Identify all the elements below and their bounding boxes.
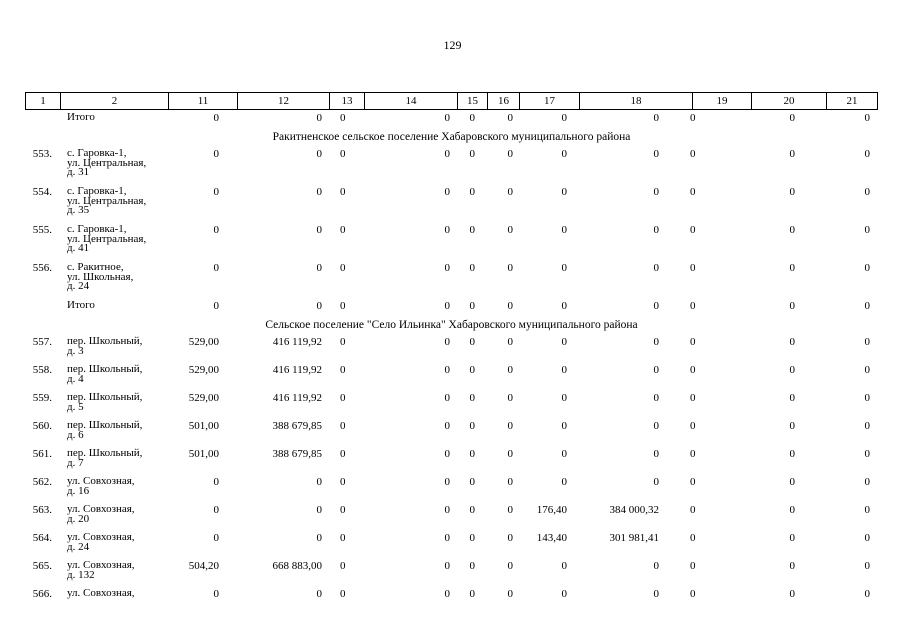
value-cell-col-21: 0 — [864, 420, 870, 432]
column-divider — [237, 93, 238, 109]
value-cell-col-19: 0 — [690, 186, 696, 198]
value-cell-col-15: 0 — [469, 476, 475, 488]
address-cell: пер. Школьный, д. 7 — [67, 447, 143, 469]
value-cell-col-20: 0 — [789, 364, 795, 376]
value-cell-col-12: 0 — [316, 300, 322, 312]
value-cell-col-17: 0 — [561, 560, 567, 572]
value-cell-col-19: 0 — [690, 476, 696, 488]
value-cell-col-16: 0 — [507, 186, 513, 198]
value-cell-col-18: 0 — [653, 300, 659, 312]
row-number: 559. — [32, 392, 52, 404]
header-cell-col-13: 13 — [341, 95, 353, 107]
address-cell: ул. Совхозная, д. 132 — [67, 559, 135, 581]
header-cell-col-2: 2 — [111, 95, 118, 107]
value-cell-col-17: 0 — [561, 186, 567, 198]
value-cell-col-17: 0 — [561, 392, 567, 404]
value-cell-col-15: 0 — [469, 448, 475, 460]
row-number: 563. — [32, 504, 52, 516]
value-cell-col-11: 529,00 — [188, 364, 219, 376]
value-cell-col-14: 0 — [444, 532, 450, 544]
row-number: 555. — [32, 224, 52, 236]
value-cell-col-12: 388 679,85 — [272, 448, 322, 460]
value-cell-col-12: 0 — [316, 504, 322, 516]
value-cell-col-18: 0 — [653, 476, 659, 488]
page-number: 129 — [443, 38, 462, 52]
value-cell-col-18: 301 981,41 — [609, 532, 659, 544]
value-cell-col-18: 0 — [653, 262, 659, 274]
value-cell-col-12: 416 119,92 — [272, 336, 322, 348]
value-cell-col-16: 0 — [507, 300, 513, 312]
value-cell-col-18: 0 — [653, 392, 659, 404]
value-cell-col-12: 0 — [316, 112, 322, 124]
address-cell: пер. Школьный, д. 4 — [67, 363, 143, 385]
value-cell-col-19: 0 — [690, 532, 696, 544]
value-cell-col-11: 529,00 — [188, 336, 219, 348]
table-row — [25, 502, 878, 530]
value-cell-col-20: 0 — [789, 588, 795, 600]
value-cell-col-16: 0 — [507, 392, 513, 404]
value-cell-col-11: 529,00 — [188, 392, 219, 404]
value-cell-col-13: 0 — [340, 588, 346, 600]
address-cell: ул. Совхозная, д. 24 — [67, 531, 135, 553]
value-cell-col-16: 0 — [507, 420, 513, 432]
value-cell-col-20: 0 — [789, 148, 795, 160]
value-cell-col-20: 0 — [789, 504, 795, 516]
value-cell-col-12: 0 — [316, 148, 322, 160]
value-cell-col-12: 0 — [316, 186, 322, 198]
column-divider — [751, 93, 752, 109]
section-title: Сельское поселение "Село Ильинка" Хабаровского муниципального района — [265, 319, 638, 331]
address-cell: пер. Школьный, д. 5 — [67, 391, 143, 413]
value-cell-col-18: 0 — [653, 448, 659, 460]
value-cell-col-21: 0 — [864, 588, 870, 600]
column-divider — [579, 93, 580, 109]
value-cell-col-13: 0 — [340, 448, 346, 460]
value-cell-col-15: 0 — [469, 364, 475, 376]
row-number: 560. — [32, 420, 52, 432]
table-row — [25, 184, 878, 222]
table-row — [25, 558, 878, 586]
value-cell-col-18: 0 — [653, 112, 659, 124]
value-cell-col-21: 0 — [864, 448, 870, 460]
value-cell-col-16: 0 — [507, 476, 513, 488]
column-divider — [329, 93, 330, 109]
table-body — [25, 110, 878, 614]
column-divider — [364, 93, 365, 109]
address-cell: с. Гаровка-1, ул. Центральная, д. 41 — [67, 223, 147, 254]
value-cell-col-12: 388 679,85 — [272, 420, 322, 432]
value-cell-col-16: 0 — [507, 504, 513, 516]
value-cell-col-19: 0 — [690, 336, 696, 348]
header-cell-col-11: 11 — [197, 95, 209, 107]
table-row — [25, 146, 878, 184]
value-cell-col-11: 504,20 — [188, 560, 219, 572]
value-cell-col-14: 0 — [444, 186, 450, 198]
value-cell-col-13: 0 — [340, 532, 346, 544]
value-cell-col-18: 0 — [653, 336, 659, 348]
total-row — [25, 298, 878, 316]
value-cell-col-12: 416 119,92 — [272, 392, 322, 404]
row-number: 558. — [32, 364, 52, 376]
header-cell-col-18: 18 — [630, 95, 642, 107]
value-cell-col-16: 0 — [507, 112, 513, 124]
value-cell-col-13: 0 — [340, 262, 346, 274]
value-cell-col-13: 0 — [340, 336, 346, 348]
row-number: 554. — [32, 186, 52, 198]
value-cell-col-19: 0 — [690, 448, 696, 460]
value-cell-col-16: 0 — [507, 532, 513, 544]
table-row — [25, 586, 878, 614]
value-cell-col-15: 0 — [469, 588, 475, 600]
value-cell-col-19: 0 — [690, 112, 696, 124]
value-cell-col-14: 0 — [444, 148, 450, 160]
value-cell-col-19: 0 — [690, 392, 696, 404]
value-cell-col-12: 0 — [316, 532, 322, 544]
address-cell: пер. Школьный, д. 6 — [67, 419, 143, 441]
value-cell-col-16: 0 — [507, 224, 513, 236]
value-cell-col-12: 0 — [316, 588, 322, 600]
address-cell: ул. Совхозная, — [67, 587, 135, 599]
value-cell-col-19: 0 — [690, 148, 696, 160]
value-cell-col-17: 0 — [561, 420, 567, 432]
value-cell-col-11: 0 — [213, 588, 219, 600]
value-cell-col-13: 0 — [340, 224, 346, 236]
value-cell-col-20: 0 — [789, 420, 795, 432]
table-row — [25, 222, 878, 260]
address-cell: пер. Школьный, д. 3 — [67, 335, 143, 357]
value-cell-col-15: 0 — [469, 336, 475, 348]
column-divider — [692, 93, 693, 109]
value-cell-col-12: 0 — [316, 224, 322, 236]
value-cell-col-18: 0 — [653, 560, 659, 572]
table-header-row — [25, 92, 878, 110]
value-cell-col-11: 0 — [213, 300, 219, 312]
header-cell-col-16: 16 — [498, 95, 509, 107]
value-cell-col-15: 0 — [469, 504, 475, 516]
value-cell-col-15: 0 — [469, 300, 475, 312]
value-cell-col-21: 0 — [864, 392, 870, 404]
row-number: 565. — [32, 560, 52, 572]
value-cell-col-11: 0 — [213, 112, 219, 124]
value-cell-col-12: 668 883,00 — [272, 560, 322, 572]
address-cell: с. Гаровка-1, ул. Центральная, д. 35 — [67, 185, 147, 216]
total-row — [25, 110, 878, 128]
value-cell-col-13: 0 — [340, 420, 346, 432]
value-cell-col-14: 0 — [444, 336, 450, 348]
value-cell-col-18: 0 — [653, 588, 659, 600]
value-cell-col-16: 0 — [507, 364, 513, 376]
value-cell-col-15: 0 — [469, 112, 475, 124]
row-number: 556. — [32, 262, 52, 274]
value-cell-col-17: 0 — [561, 588, 567, 600]
value-cell-col-13: 0 — [340, 112, 346, 124]
header-cell-col-20: 20 — [783, 95, 795, 107]
header-cell-col-17: 17 — [544, 95, 555, 107]
value-cell-col-19: 0 — [690, 364, 696, 376]
value-cell-col-13: 0 — [340, 148, 346, 160]
header-cell-col-21: 21 — [846, 95, 858, 107]
header-cell-col-1: 1 — [40, 95, 46, 107]
value-cell-col-19: 0 — [690, 560, 696, 572]
total-label: Итого — [67, 111, 95, 123]
value-cell-col-14: 0 — [444, 588, 450, 600]
value-cell-col-11: 0 — [213, 262, 219, 274]
value-cell-col-21: 0 — [864, 504, 870, 516]
table-row — [25, 474, 878, 502]
value-cell-col-14: 0 — [444, 420, 450, 432]
table-row — [25, 390, 878, 418]
value-cell-col-21: 0 — [864, 532, 870, 544]
value-cell-col-13: 0 — [340, 300, 346, 312]
table-row — [25, 362, 878, 390]
value-cell-col-11: 0 — [213, 532, 219, 544]
value-cell-col-21: 0 — [864, 112, 870, 124]
table-row — [25, 530, 878, 558]
value-cell-col-21: 0 — [864, 186, 870, 198]
value-cell-col-21: 0 — [864, 364, 870, 376]
value-cell-col-21: 0 — [864, 300, 870, 312]
value-cell-col-14: 0 — [444, 224, 450, 236]
value-cell-col-16: 0 — [507, 262, 513, 274]
row-number: 557. — [32, 336, 52, 348]
value-cell-col-20: 0 — [789, 448, 795, 460]
value-cell-col-13: 0 — [340, 476, 346, 488]
row-number: 562. — [32, 476, 52, 488]
value-cell-col-19: 0 — [690, 300, 696, 312]
value-cell-col-17: 0 — [561, 448, 567, 460]
value-cell-col-16: 0 — [507, 448, 513, 460]
value-cell-col-18: 384 000,32 — [609, 504, 659, 516]
value-cell-col-21: 0 — [864, 148, 870, 160]
value-cell-col-17: 0 — [561, 364, 567, 376]
value-cell-col-16: 0 — [507, 148, 513, 160]
value-cell-col-17: 0 — [561, 262, 567, 274]
column-divider — [168, 93, 169, 109]
total-label: Итого — [67, 299, 95, 311]
value-cell-col-19: 0 — [690, 504, 696, 516]
value-cell-col-13: 0 — [340, 364, 346, 376]
value-cell-col-18: 0 — [653, 224, 659, 236]
value-cell-col-15: 0 — [469, 148, 475, 160]
address-cell: с. Гаровка-1, ул. Центральная, д. 31 — [67, 147, 147, 178]
row-number: 561. — [32, 448, 52, 460]
value-cell-col-14: 0 — [444, 392, 450, 404]
value-cell-col-11: 0 — [213, 148, 219, 160]
header-cell-col-15: 15 — [467, 95, 478, 107]
value-cell-col-16: 0 — [507, 588, 513, 600]
value-cell-col-11: 0 — [213, 476, 219, 488]
value-cell-col-20: 0 — [789, 560, 795, 572]
value-cell-col-18: 0 — [653, 420, 659, 432]
header-cell-col-12: 12 — [278, 95, 289, 107]
section-heading-row — [25, 128, 878, 146]
value-cell-col-17: 0 — [561, 148, 567, 160]
value-cell-col-19: 0 — [690, 262, 696, 274]
value-cell-col-20: 0 — [789, 262, 795, 274]
value-cell-col-11: 0 — [213, 504, 219, 516]
value-cell-col-20: 0 — [789, 476, 795, 488]
column-divider — [60, 93, 61, 109]
value-cell-col-14: 0 — [444, 476, 450, 488]
value-cell-col-14: 0 — [444, 364, 450, 376]
value-cell-col-15: 0 — [469, 420, 475, 432]
address-cell: ул. Совхозная, д. 20 — [67, 503, 135, 525]
value-cell-col-17: 0 — [561, 112, 567, 124]
value-cell-col-14: 0 — [444, 262, 450, 274]
row-number: 553. — [32, 148, 52, 160]
value-cell-col-16: 0 — [507, 336, 513, 348]
table-row — [25, 446, 878, 474]
data-table — [25, 92, 878, 614]
value-cell-col-21: 0 — [864, 224, 870, 236]
value-cell-col-14: 0 — [444, 448, 450, 460]
header-cell-col-14: 14 — [405, 95, 417, 107]
address-cell: с. Ракитное, ул. Школьная, д. 24 — [67, 261, 134, 292]
value-cell-col-20: 0 — [789, 224, 795, 236]
value-cell-col-11: 0 — [213, 186, 219, 198]
value-cell-col-21: 0 — [864, 560, 870, 572]
value-cell-col-15: 0 — [469, 262, 475, 274]
value-cell-col-21: 0 — [864, 262, 870, 274]
value-cell-col-17: 0 — [561, 476, 567, 488]
row-number: 566. — [32, 588, 52, 600]
column-divider — [826, 93, 827, 109]
value-cell-col-17: 176,40 — [536, 504, 567, 516]
column-divider — [457, 93, 458, 109]
value-cell-col-13: 0 — [340, 504, 346, 516]
value-cell-col-20: 0 — [789, 392, 795, 404]
value-cell-col-17: 143,40 — [536, 532, 567, 544]
value-cell-col-11: 501,00 — [188, 420, 219, 432]
value-cell-col-13: 0 — [340, 392, 346, 404]
value-cell-col-13: 0 — [340, 186, 346, 198]
value-cell-col-20: 0 — [789, 112, 795, 124]
value-cell-col-18: 0 — [653, 364, 659, 376]
value-cell-col-14: 0 — [444, 300, 450, 312]
value-cell-col-17: 0 — [561, 224, 567, 236]
value-cell-col-20: 0 — [789, 336, 795, 348]
row-number: 564. — [32, 532, 52, 544]
table-row — [25, 260, 878, 298]
value-cell-col-18: 0 — [653, 186, 659, 198]
value-cell-col-12: 0 — [316, 476, 322, 488]
value-cell-col-20: 0 — [789, 186, 795, 198]
column-divider — [487, 93, 488, 109]
value-cell-col-20: 0 — [789, 300, 795, 312]
header-cell-col-19: 19 — [716, 95, 728, 107]
value-cell-col-14: 0 — [444, 560, 450, 572]
value-cell-col-13: 0 — [340, 560, 346, 572]
value-cell-col-19: 0 — [690, 588, 696, 600]
value-cell-col-17: 0 — [561, 336, 567, 348]
column-divider — [519, 93, 520, 109]
value-cell-col-11: 501,00 — [188, 448, 219, 460]
value-cell-col-17: 0 — [561, 300, 567, 312]
value-cell-col-12: 416 119,92 — [272, 364, 322, 376]
value-cell-col-19: 0 — [690, 224, 696, 236]
section-title: Ракитненское сельское поселение Хабаровского муниципального района — [272, 131, 631, 143]
value-cell-col-21: 0 — [864, 476, 870, 488]
value-cell-col-15: 0 — [469, 186, 475, 198]
table-row — [25, 334, 878, 362]
value-cell-col-15: 0 — [469, 532, 475, 544]
value-cell-col-15: 0 — [469, 560, 475, 572]
value-cell-col-15: 0 — [469, 392, 475, 404]
value-cell-col-18: 0 — [653, 148, 659, 160]
value-cell-col-20: 0 — [789, 532, 795, 544]
value-cell-col-15: 0 — [469, 224, 475, 236]
value-cell-col-11: 0 — [213, 224, 219, 236]
address-cell: ул. Совхозная, д. 16 — [67, 475, 135, 497]
value-cell-col-19: 0 — [690, 420, 696, 432]
section-heading-row — [25, 316, 878, 334]
value-cell-col-14: 0 — [444, 504, 450, 516]
value-cell-col-16: 0 — [507, 560, 513, 572]
value-cell-col-21: 0 — [864, 336, 870, 348]
value-cell-col-14: 0 — [444, 112, 450, 124]
value-cell-col-12: 0 — [316, 262, 322, 274]
table-row — [25, 418, 878, 446]
